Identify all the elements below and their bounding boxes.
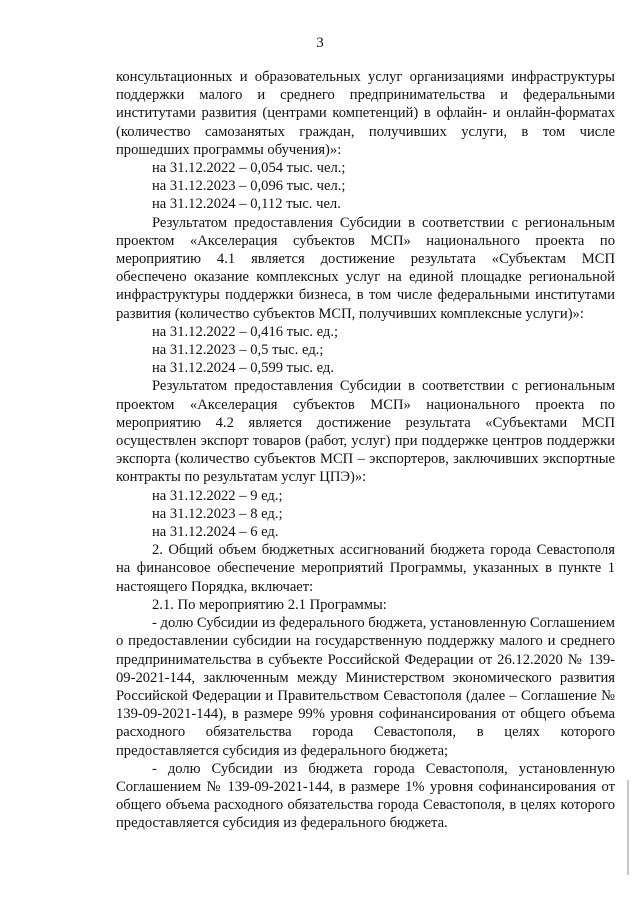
scan-edge-mark [627,780,629,875]
target-value-2024: на 31.12.2024 – 0,599 тыс. ед. [152,360,335,377]
paragraph-federal-share: - долю Субсидии из федерального бюджета, установленную Соглашением о предоставлении субсидии на государственную поддержку малого и среднего предпринимательства в субъекте Российской Федерации от 26.12.2020 № 139-09-2021-144, заключенным между Министерством экономического развития Российской Федерации и Правительством Севастополя (далее – Соглашение № 139-09-2021-144), в размере 99% уровня софинансирования от общего объема расходного обязательства города Севастополя, в целях которого предоставляется субсидия из федерального бюджета; [116,615,615,759]
target-value-2023: на 31.12.2023 – 8 ед.; [152,505,283,522]
target-value-2022: на 31.12.2022 – 0,416 тыс. ед.; [152,323,339,340]
paragraph-measure-4-2-result: Результатом предоставления Субсидии в соответствии с региональным проектом «Акселерация субъектов МСП» национального проекта по мероприятию 4.2 является достижение результата «Субъектами МСП осуществлен экспорт товаров (работ, услуг) при поддержке центров поддержки экспорта (количество субъектов МСП – экспортеров, заключивших экспортные контракты по результатам услуг ЦПЭ)»: [116,378,615,486]
paragraph-self-employed-result: консультационных и образовательных услуг организациями инфраструктуры поддержки малого и среднего предпринимательства и федеральными институтами развития (центрами компетенций) в офлайн- и онлайн-форматах (количество самозанятых граждан, получивших услуги, в том числе прошедших программы обучения)»: [116,69,615,158]
target-value-2022: на 31.12.2022 – 9 ед.; [152,487,283,504]
page-number: 3 [316,35,324,51]
paragraph-budget-allocation: 2. Общий объем бюджетных ассигнований бюджета города Севастополя на финансовое обеспечение мероприятий Программы, указанных в пункте 1 настоящего Порядка, включает: [116,542,615,595]
paragraph-measure-4-1-result: Результатом предоставления Субсидии в соответствии с региональным проектом «Акселерация субъектов МСП» национального проекта по мероприятию 4.1 является достижение результата «Субъектам МСП обеспечено оказание комплексных услуг на единой площадке региональной инфраструктуры поддержки бизнеса, в том числе федеральными институтами развития (количество субъектов МСП, получивших комплексные услуги)»: [116,214,615,322]
target-value-2022: на 31.12.2022 – 0,054 тыс. чел.; [152,160,346,177]
subsection-2-1-heading: 2.1. По мероприятию 2.1 Программы: [152,596,387,613]
target-value-2024: на 31.12.2024 – 0,112 тыс. чел. [152,196,341,213]
target-value-2023: на 31.12.2023 – 0,5 тыс. ед.; [152,342,324,359]
target-value-2023: на 31.12.2023 – 0,096 тыс. чел.; [152,178,346,195]
paragraph-city-share: - долю Субсидии из бюджета города Севастополя, установленную Соглашением № 139-09-2021-144, в размере 1% уровня софинансирования от общего объема расходного обязательства города Севастополя, в целях которого предоставляется субсидия из федерального бюджета. [116,760,615,832]
target-value-2024: на 31.12.2024 – 6 ед. [152,524,279,541]
document-body [116,68,615,833]
